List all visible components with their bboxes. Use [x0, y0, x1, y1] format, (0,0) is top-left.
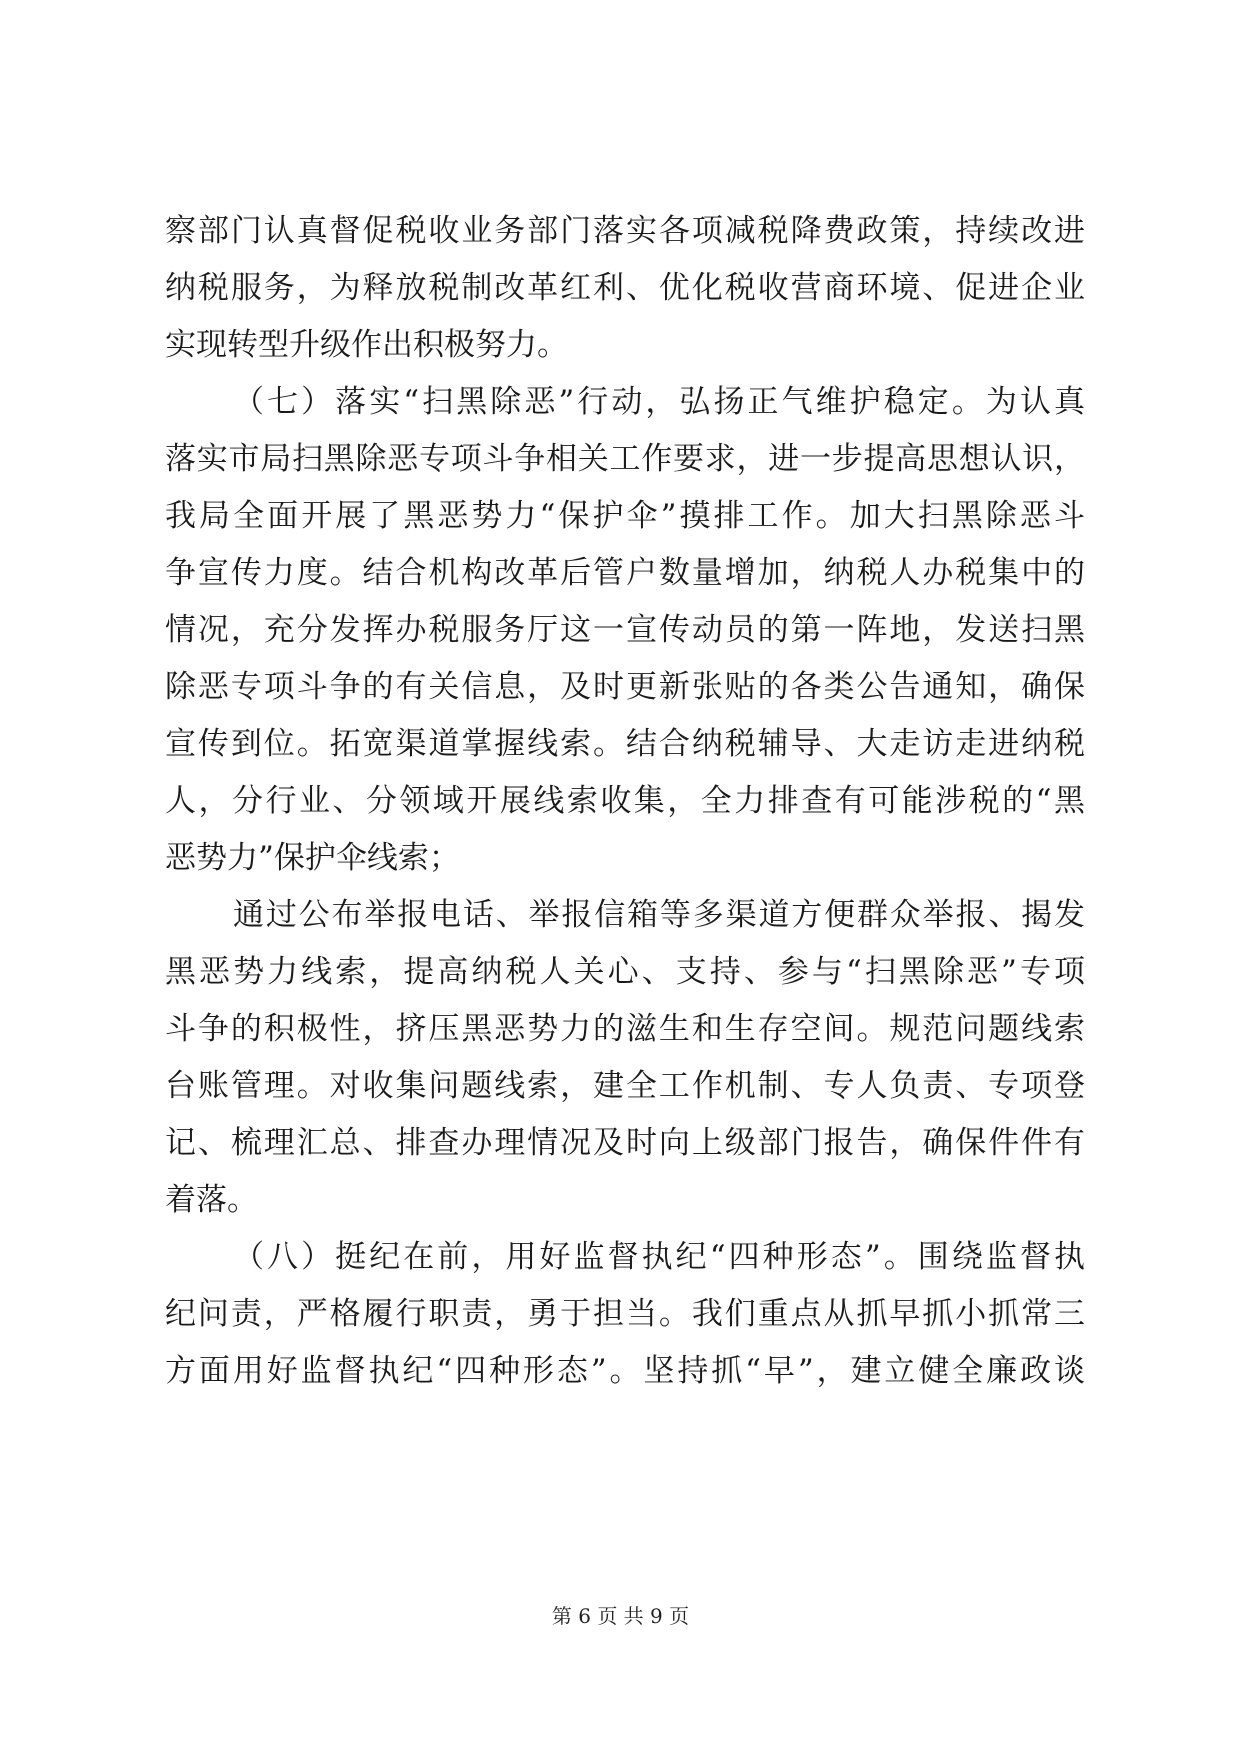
text-line: 方面用好监督执纪“四种形态”。坚持抓“早”，建立健全廉政谈 [165, 1353, 1085, 1389]
text-line: 恶势力”保护伞线索； [165, 840, 460, 876]
text-line: 争宣传力度。结合机构改革后管户数量增加，纳税人办税集中的 [165, 555, 1085, 591]
text-line: 记、梳理汇总、排查办理情况及时向上级部门报告，确保件件有 [165, 1125, 1085, 1161]
text-line: 台账管理。对收集问题线索，建全工作机制、专人负责、专项登 [165, 1068, 1085, 1104]
text-line: 纪问责，严格履行职责，勇于担当。我们重点从抓早抓小抓常三 [165, 1296, 1085, 1332]
text-line: 实现转型升级作出积极努力。 [165, 327, 568, 363]
text-line: 通过公布举报电话、举报信箱等多渠道方便群众举报、揭发 [233, 897, 1085, 933]
page-number-footer: 第 6 页 共 9 页 [551, 1604, 690, 1628]
text-line: 斗争的积极性，挤压黑恶势力的滋生和生存空间。规范问题线索 [165, 1011, 1085, 1047]
text-line: 黑恶势力线索，提高纳税人关心、支持、参与“扫黑除恶”专项 [165, 954, 1085, 990]
paragraph-heading-8: （八）挺纪在前，用好监督执纪“四种形态”。围绕监督执 [233, 1239, 1085, 1275]
text-line: 人，分行业、分领域开展线索收集，全力排查有可能涉税的“黑 [165, 783, 1085, 819]
text-line: 落实市局扫黑除恶专项斗争相关工作要求，进一步提高思想认识， [165, 441, 1085, 477]
text-line: 着落。 [165, 1182, 258, 1218]
text-line: 察部门认真督促税收业务部门落实各项减税降费政策，持续改进 [165, 213, 1085, 249]
text-line: 除恶专项斗争的有关信息，及时更新张贴的各类公告通知，确保 [165, 669, 1085, 705]
text-line: 宣传到位。拓宽渠道掌握线索。结合纳税辅导、大走访走进纳税 [165, 726, 1085, 762]
text-line: 我局全面开展了黑恶势力“保护伞”摸排工作。加大扫黑除恶斗 [165, 498, 1085, 534]
text-line: 情况，充分发挥办税服务厅这一宣传动员的第一阵地，发送扫黑 [165, 612, 1085, 648]
paragraph-heading-7: （七）落实“扫黑除恶”行动，弘扬正气维护稳定。为认真 [233, 384, 1085, 420]
text-line: 纳税服务，为释放税制改革红利、优化税收营商环境、促进企业 [165, 270, 1085, 306]
